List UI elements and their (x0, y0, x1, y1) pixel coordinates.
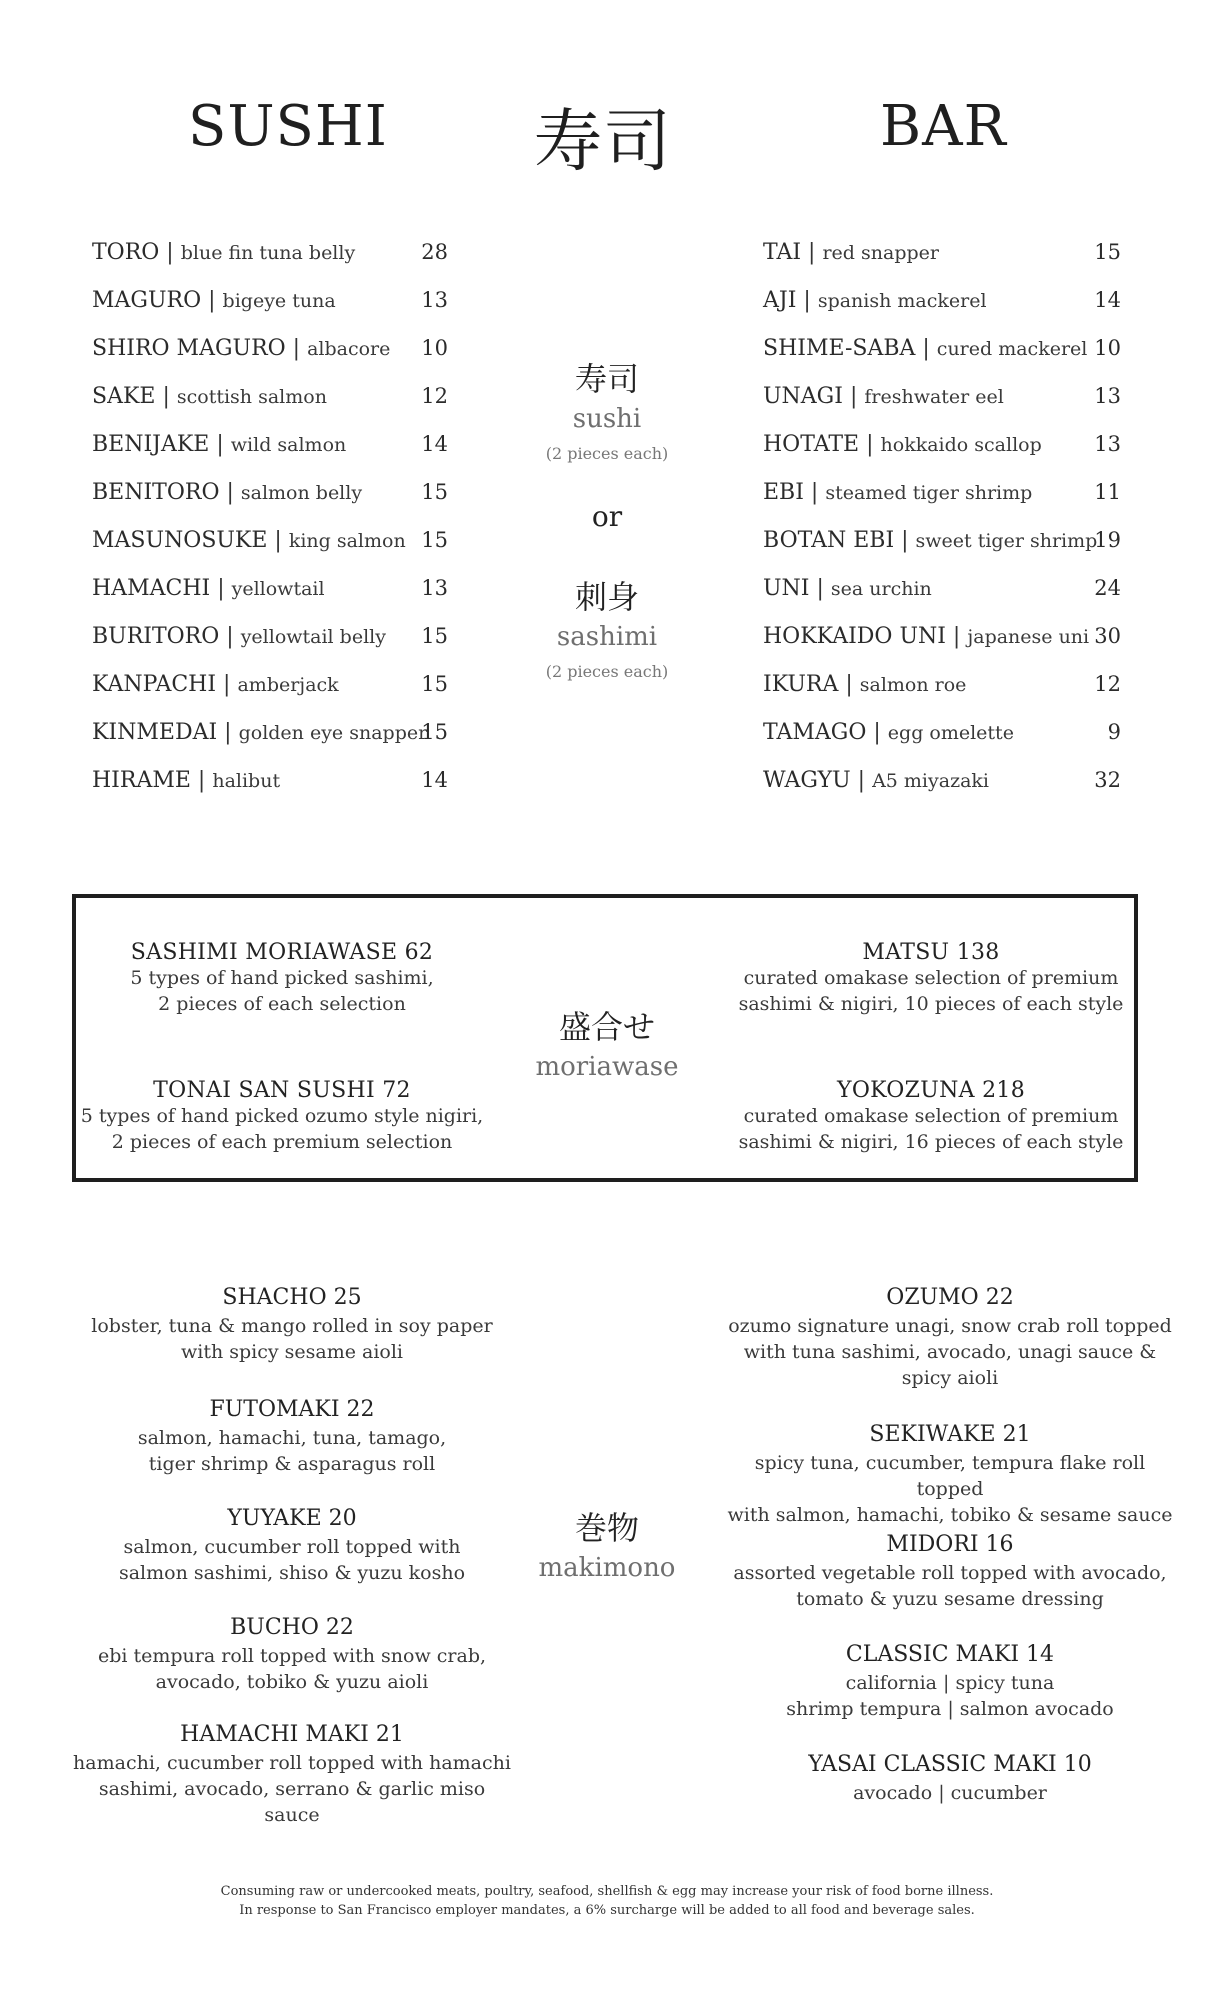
item-price: 13 (421, 288, 448, 312)
item-price: 13 (1094, 384, 1121, 408)
makimono-title: CLASSIC MAKI 14 (845, 1642, 1055, 1667)
makimono-title: OZUMO 22 (886, 1285, 1014, 1310)
sushi-category-label (497, 354, 717, 463)
makimono-entry (72, 1613, 512, 1695)
header-kanji: 寿司 (534, 103, 673, 182)
makimono-entry (72, 1283, 512, 1365)
menu-item (92, 288, 448, 336)
moriawase-entry (728, 940, 1134, 1017)
item-separator: | (894, 528, 916, 553)
item-price: 28 (421, 240, 448, 264)
item-price: 10 (1094, 336, 1121, 360)
entry-line: curated omakase selection of premium (743, 967, 1119, 989)
item-name: UNAGI (763, 384, 843, 409)
entry-line: sashimi & nigiri, 10 pieces of each style (738, 993, 1124, 1015)
item-separator: | (159, 240, 181, 265)
menu-item (763, 240, 1121, 288)
item-name-group (92, 720, 427, 745)
item-name: BOTAN EBI (763, 528, 895, 553)
item-description: blue fin tuna belly (180, 242, 356, 264)
item-name-group (763, 672, 966, 697)
sashimi-kanji: 刺身 (574, 578, 639, 616)
item-description: steamed tiger shrimp (825, 482, 1033, 504)
entry-line: 2 pieces of each premium selection (111, 1131, 453, 1153)
item-name: SHIRO MAGURO (92, 336, 286, 361)
makimono-entry (720, 1750, 1180, 1806)
item-name-group (763, 576, 932, 601)
item-name: AJI (763, 288, 797, 313)
makimono-line: sashimi, avocado, serrano & garlic miso sauce (98, 1778, 486, 1826)
item-name-group (92, 432, 346, 457)
item-name: TAI (763, 240, 802, 265)
moriawase-box (72, 894, 1138, 1182)
item-name: BURITORO (92, 624, 220, 649)
menu-item (763, 672, 1121, 720)
entry-title: TONAI SAN SUSHI 72 (153, 1078, 411, 1103)
menu-item (92, 384, 448, 432)
makimono-line: with tuna sashimi, avocado, unagi sauce & (743, 1341, 1157, 1363)
item-separator: | (801, 240, 823, 265)
item-separator: | (210, 576, 232, 601)
item-description: sea urchin (830, 578, 932, 600)
makimono-kanji: 巻物 (574, 1509, 639, 1547)
item-name: IKURA (763, 672, 839, 697)
menu-item (763, 720, 1121, 768)
item-name: HOKKAIDO UNI (763, 624, 946, 649)
makimono-title: SHACHO 25 (222, 1285, 362, 1310)
moriawase-roman: moriawase (535, 1052, 679, 1082)
menu-header (0, 88, 1214, 182)
makimono-line: ebi tempura roll topped with snow crab, (97, 1645, 487, 1667)
entry-line: curated omakase selection of premium (743, 1105, 1119, 1127)
makimono-title: BUCHO 22 (230, 1615, 354, 1640)
makimono-title: FUTOMAKI 22 (209, 1397, 375, 1422)
entry-title: SASHIMI MORIAWASE 62 (130, 940, 434, 965)
moriawase-category-label (497, 1002, 717, 1082)
item-price: 15 (421, 720, 448, 744)
item-price: 13 (421, 576, 448, 600)
item-name-group (92, 480, 362, 505)
item-price: 14 (1094, 288, 1121, 312)
makimono-line: spicy tuna, cucumber, tempura flake roll topped (754, 1452, 1146, 1500)
entry-title: MATSU 138 (862, 940, 1000, 965)
item-separator: | (155, 384, 177, 409)
moriawase-entry (728, 1078, 1134, 1155)
makimono-entry (72, 1395, 512, 1477)
makimono-line: with salmon, hamachi, tobiko & sesame sauce (727, 1504, 1173, 1526)
item-name-group (763, 384, 1004, 409)
item-name: HIRAME (92, 768, 191, 793)
makimono-line: with spicy sesame aioli (180, 1341, 404, 1363)
item-name-group (92, 240, 355, 265)
menu-item (92, 240, 448, 288)
item-name: KANPACHI (92, 672, 217, 697)
item-name: KINMEDAI (92, 720, 218, 745)
entry-line: sashimi & nigiri, 16 pieces of each style (738, 1131, 1124, 1153)
item-price: 32 (1094, 768, 1121, 792)
footer-line-2: In response to San Francisco employer mandates, a 6% surcharge will be added to all food and beverage sales. (239, 1903, 975, 1918)
item-name: UNI (763, 576, 810, 601)
item-price: 24 (1094, 576, 1121, 600)
item-price: 10 (421, 336, 448, 360)
item-price: 15 (421, 528, 448, 552)
item-separator: | (285, 336, 308, 361)
makimono-line: hamachi, cucumber roll topped with hamachi (73, 1752, 511, 1774)
item-separator: | (267, 528, 289, 553)
moriawase-entry (76, 1078, 488, 1155)
menu-item (92, 336, 448, 384)
item-name: TORO (92, 240, 160, 265)
header-sushi: SUSHI (188, 94, 388, 159)
makimono-line: tiger shrimp & asparagus roll (148, 1453, 436, 1475)
item-description: sweet tiger shrimp (915, 530, 1098, 552)
item-separator: | (209, 432, 231, 457)
item-name: MASUNOSUKE (92, 528, 268, 553)
item-price: 9 (1107, 720, 1121, 744)
item-description: spanish mackerel (817, 290, 987, 312)
makimono-line: ozumo signature unagi, snow crab roll topped (728, 1315, 1172, 1337)
item-separator: | (866, 720, 888, 745)
menu-item (763, 336, 1121, 384)
moriawase-entry (76, 940, 488, 1017)
footer-disclaimer (0, 1882, 1214, 1920)
item-name-group (763, 480, 1032, 505)
item-name-group (92, 768, 280, 793)
makimono-entry (720, 1283, 1180, 1391)
item-name-group (92, 288, 336, 313)
entry-title: YOKOZUNA 218 (837, 1078, 1025, 1103)
makimono-title: SEKIWAKE 21 (869, 1422, 1031, 1447)
menu-item (763, 480, 1121, 528)
menu-item (763, 432, 1121, 480)
item-description: red snapper (822, 242, 939, 264)
item-price: 12 (421, 384, 448, 408)
item-description: golden eye snapper (238, 722, 428, 744)
item-name: EBI (763, 480, 804, 505)
item-name: SAKE (92, 384, 156, 409)
item-name-group (763, 624, 1089, 649)
item-separator: | (219, 624, 241, 649)
item-description: yellowtail belly (240, 626, 386, 648)
item-name-group (763, 720, 1014, 745)
item-name: SHIME-SABA (763, 336, 916, 361)
item-name: TAMAGO (763, 720, 867, 745)
header-bar: BAR (880, 94, 1007, 159)
menu-item (92, 624, 448, 672)
item-description: amberjack (237, 674, 339, 696)
item-description: king salmon (288, 530, 406, 552)
makimono-entry (72, 1504, 512, 1586)
entry-line: 5 types of hand picked ozumo style nigiri, (80, 1105, 484, 1127)
makimono-line: avocado, tobiko & yuzu aioli (155, 1671, 429, 1693)
menu-item (92, 528, 448, 576)
item-description: albacore (307, 338, 391, 360)
makimono-line: tomato & yuzu sesame dressing (796, 1588, 1104, 1610)
item-name-group (763, 432, 1042, 457)
item-separator: | (859, 432, 881, 457)
makimono-title: YUYAKE 20 (227, 1506, 357, 1531)
makimono-title: MIDORI 16 (886, 1532, 1014, 1557)
item-name-group (92, 528, 406, 553)
item-name-group (763, 768, 989, 793)
menu-item (763, 576, 1121, 624)
makimono-line: assorted vegetable roll topped with avocado, (733, 1562, 1167, 1584)
sashimi-note: (2 pieces each) (545, 662, 669, 681)
item-name-group (92, 384, 327, 409)
makimono-line: salmon, cucumber roll topped with (123, 1536, 461, 1558)
item-price: 14 (421, 768, 448, 792)
menu-item (92, 576, 448, 624)
item-description: yellowtail (231, 578, 325, 600)
item-name-group (763, 240, 939, 265)
item-description: japanese uni (967, 626, 1090, 648)
item-description: salmon belly (240, 482, 363, 504)
makimono-title: HAMACHI MAKI 21 (180, 1722, 404, 1747)
item-separator: | (842, 384, 865, 409)
item-price: 12 (1094, 672, 1121, 696)
item-separator: | (850, 768, 873, 793)
item-separator: | (219, 480, 241, 505)
item-description: freshwater eel (864, 386, 1004, 408)
item-separator: | (217, 720, 239, 745)
sushi-note: (2 pieces each) (545, 444, 669, 463)
menu-item (763, 624, 1121, 672)
entry-line: 2 pieces of each selection (158, 993, 406, 1015)
item-description: cured mackerel (936, 338, 1088, 360)
menu-item (92, 672, 448, 720)
makimono-line: lobster, tuna & mango rolled in soy paper (91, 1315, 493, 1337)
makimono-line: california | spicy tuna (845, 1672, 1055, 1694)
makimono-entry (720, 1640, 1180, 1722)
item-price: 13 (1094, 432, 1121, 456)
item-name-group (92, 624, 386, 649)
item-separator: | (915, 336, 937, 361)
item-separator: | (803, 480, 826, 505)
makimono-title: YASAI CLASSIC MAKI 10 (808, 1752, 1092, 1777)
item-separator: | (190, 768, 213, 793)
item-separator: | (216, 672, 238, 697)
item-description: salmon roe (859, 674, 967, 696)
sushi-roman: sushi (572, 404, 642, 434)
item-description: A5 miyazaki (872, 770, 989, 792)
item-name-group (92, 576, 325, 601)
footer-line-1: Consuming raw or undercooked meats, poultry, seafood, shellfish & egg may increase your risk of food borne illness. (220, 1884, 994, 1899)
makimono-line: salmon, hamachi, tuna, tamago, (137, 1427, 447, 1449)
moriawase-kanji: 盛合せ (558, 1008, 655, 1046)
item-name: WAGYU (763, 768, 851, 793)
sushi-list-right (763, 240, 1121, 816)
item-name-group (763, 528, 1097, 553)
makimono-roman: makimono (538, 1553, 676, 1583)
item-separator: | (201, 288, 223, 313)
item-price: 19 (1094, 528, 1121, 552)
menu-item (92, 720, 448, 768)
item-description: bigeye tuna (222, 290, 336, 312)
item-name-group (92, 672, 339, 697)
sashimi-roman: sashimi (556, 622, 658, 652)
menu-item (92, 768, 448, 816)
makimono-line: salmon sashimi, shiso & yuzu kosho (118, 1562, 466, 1584)
item-name-group (763, 288, 987, 313)
item-name: MAGURO (92, 288, 202, 313)
makimono-entry (720, 1420, 1180, 1528)
item-price: 15 (421, 624, 448, 648)
sashimi-category-label (497, 572, 717, 681)
sushi-kanji: 寿司 (574, 360, 639, 398)
item-description: halibut (212, 770, 281, 792)
makimono-line: shrimp tempura | salmon avocado (786, 1698, 1114, 1720)
makimono-entry (720, 1530, 1180, 1612)
menu-item (92, 432, 448, 480)
entry-line: 5 types of hand picked sashimi, (130, 967, 434, 989)
makimono-line: avocado | cucumber (853, 1782, 1047, 1804)
item-name: HOTATE (763, 432, 860, 457)
item-name: HAMACHI (92, 576, 211, 601)
item-description: wild salmon (230, 434, 347, 456)
item-name: BENITORO (92, 480, 220, 505)
makimono-category-label (497, 1503, 717, 1583)
item-price: 15 (421, 480, 448, 504)
item-price: 30 (1094, 624, 1121, 648)
item-description: egg omelette (887, 722, 1014, 744)
item-separator: | (945, 624, 968, 649)
item-name: BENIJAKE (92, 432, 210, 457)
sushi-list-left (92, 240, 448, 816)
item-description: scottish salmon (176, 386, 327, 408)
menu-item (763, 528, 1121, 576)
item-separator: | (796, 288, 818, 313)
makimono-entry (72, 1720, 512, 1828)
item-name-group (92, 336, 390, 361)
menu-item (763, 384, 1121, 432)
item-separator: | (838, 672, 860, 697)
menu-item (763, 768, 1121, 816)
makimono-line: spicy aioli (901, 1367, 999, 1389)
item-price: 14 (421, 432, 448, 456)
item-name-group (763, 336, 1087, 361)
menu-item (763, 288, 1121, 336)
item-separator: | (809, 576, 831, 601)
item-price: 11 (1094, 480, 1121, 504)
item-price: 15 (421, 672, 448, 696)
item-price: 15 (1094, 240, 1121, 264)
or-separator: or (591, 500, 623, 533)
item-description: hokkaido scallop (880, 434, 1042, 456)
menu-item (92, 480, 448, 528)
